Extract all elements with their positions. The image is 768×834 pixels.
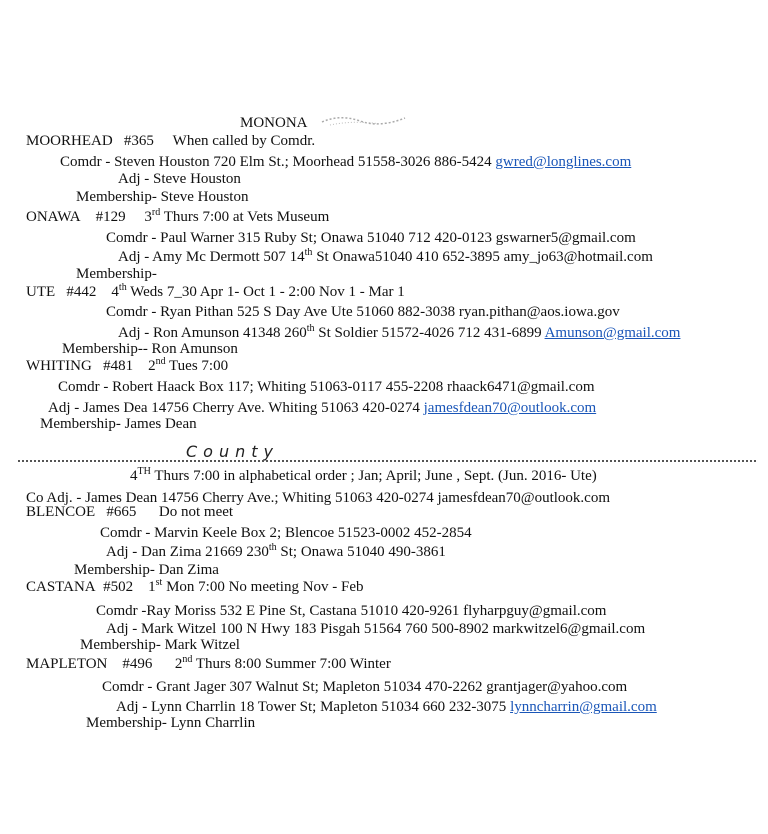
mapleton-adj: Adj - Lynn Charrlin 18 Tower St; Mapleton 51034 660 232-3075 lynncharrin@gmail.com: [116, 699, 657, 715]
county-divider: [18, 460, 756, 462]
mapleton-heading: MAPLETON #496 2nd Thurs 8:00 Summer 7:00 Winter: [26, 654, 391, 672]
blencoe-heading: BLENCOE #665 Do not meet: [26, 504, 234, 520]
whiting-membership: Membership- James Dean: [40, 416, 197, 432]
scribble-mark: [320, 112, 410, 130]
ute-adj: Adj - Ron Amunson 41348 260th St Soldier 51572-4026 712 431-6899 Amunson@gmail.com: [118, 323, 681, 341]
county-heading: County: [186, 442, 279, 461]
whiting-heading: WHITING #481 2nd Tues 7:00: [26, 356, 229, 374]
onawa-adj: Adj - Amy Mc Dermott 507 14th St Onawa51040 410 652-3895 amy_jo63@hotmail.com: [118, 247, 653, 265]
ute-membership: Membership-- Ron Amunson: [62, 341, 238, 357]
moorhead-membership: Membership- Steve Houston: [76, 189, 249, 205]
whiting-adj-email[interactable]: jamesfdean70@outlook.com: [423, 400, 597, 416]
castana-heading: CASTANA #502 1st Mon 7:00 No meeting Nov - Feb: [26, 577, 364, 595]
moorhead-comdr: Comdr - Steven Houston 720 Elm St.; Moorhead 51558-3026 886-5424 gwred@longlines.com: [60, 154, 632, 170]
castana-comdr: Comdr -Ray Moriss 532 E Pine St, Castana 51010 420-9261 flyharpguy@gmail.com: [96, 603, 607, 619]
ute-adj-email[interactable]: Amunson@gmail.com: [544, 325, 681, 341]
onawa-membership: Membership-: [76, 266, 157, 282]
moorhead-heading: MOORHEAD #365 When called by Comdr.: [26, 133, 316, 149]
blencoe-comdr: Comdr - Marvin Keele Box 2; Blencoe 51523-0002 452-2854: [100, 525, 472, 541]
whiting-comdr: Comdr - Robert Haack Box 117; Whiting 51063-0117 455-2208 rhaack6471@gmail.com: [58, 379, 595, 395]
onawa-comdr: Comdr - Paul Warner 315 Ruby St; Onawa 51040 712 420-0123 gswarner5@gmail.com: [106, 230, 636, 246]
whiting-adj: Adj - James Dea 14756 Cherry Ave. Whiting 51063 420-0274 jamesfdean70@outlook.com: [48, 400, 597, 416]
mapleton-comdr: Comdr - Grant Jager 307 Walnut St; Mapleton 51034 470-2262 grantjager@yahoo.com: [102, 679, 628, 695]
ute-heading: UTE #442 4th Weds 7_30 Apr 1- Oct 1 - 2:00 Nov 1 - Mar 1: [26, 282, 405, 300]
county-meets: 4TH Thurs 7:00 in alphabetical order ; Jan; April; June , Sept. (Jun. 2016- Ute): [130, 466, 597, 484]
onawa-heading: ONAWA #129 3rd Thurs 7:00 at Vets Museum: [26, 207, 330, 225]
county-coadj: Co Adj. - James Dean 14756 Cherry Ave.; Whiting 51063 420-0274 jamesfdean70@outlook.com: [26, 490, 611, 506]
blencoe-adj: Adj - Dan Zima 21669 230th St; Onawa 51040 490-3861: [106, 542, 446, 560]
castana-adj: Adj - Mark Witzel 100 N Hwy 183 Pisgah 51564 760 500-8902 markwitzel6@gmail.com: [106, 621, 646, 637]
blencoe-membership: Membership- Dan Zima: [74, 562, 219, 578]
page-title: MONONA: [240, 115, 308, 131]
ute-comdr: Comdr - Ryan Pithan 525 S Day Ave Ute 51060 882-3038 ryan.pithan@aos.iowa.gov: [106, 304, 620, 320]
moorhead-comdr-email[interactable]: gwred@longlines.com: [495, 154, 632, 170]
castana-membership: Membership- Mark Witzel: [80, 637, 240, 653]
mapleton-membership: Membership- Lynn Charrlin: [86, 715, 256, 731]
moorhead-adj: Adj - Steve Houston: [118, 171, 241, 187]
mapleton-adj-email[interactable]: lynncharrin@gmail.com: [510, 699, 657, 715]
